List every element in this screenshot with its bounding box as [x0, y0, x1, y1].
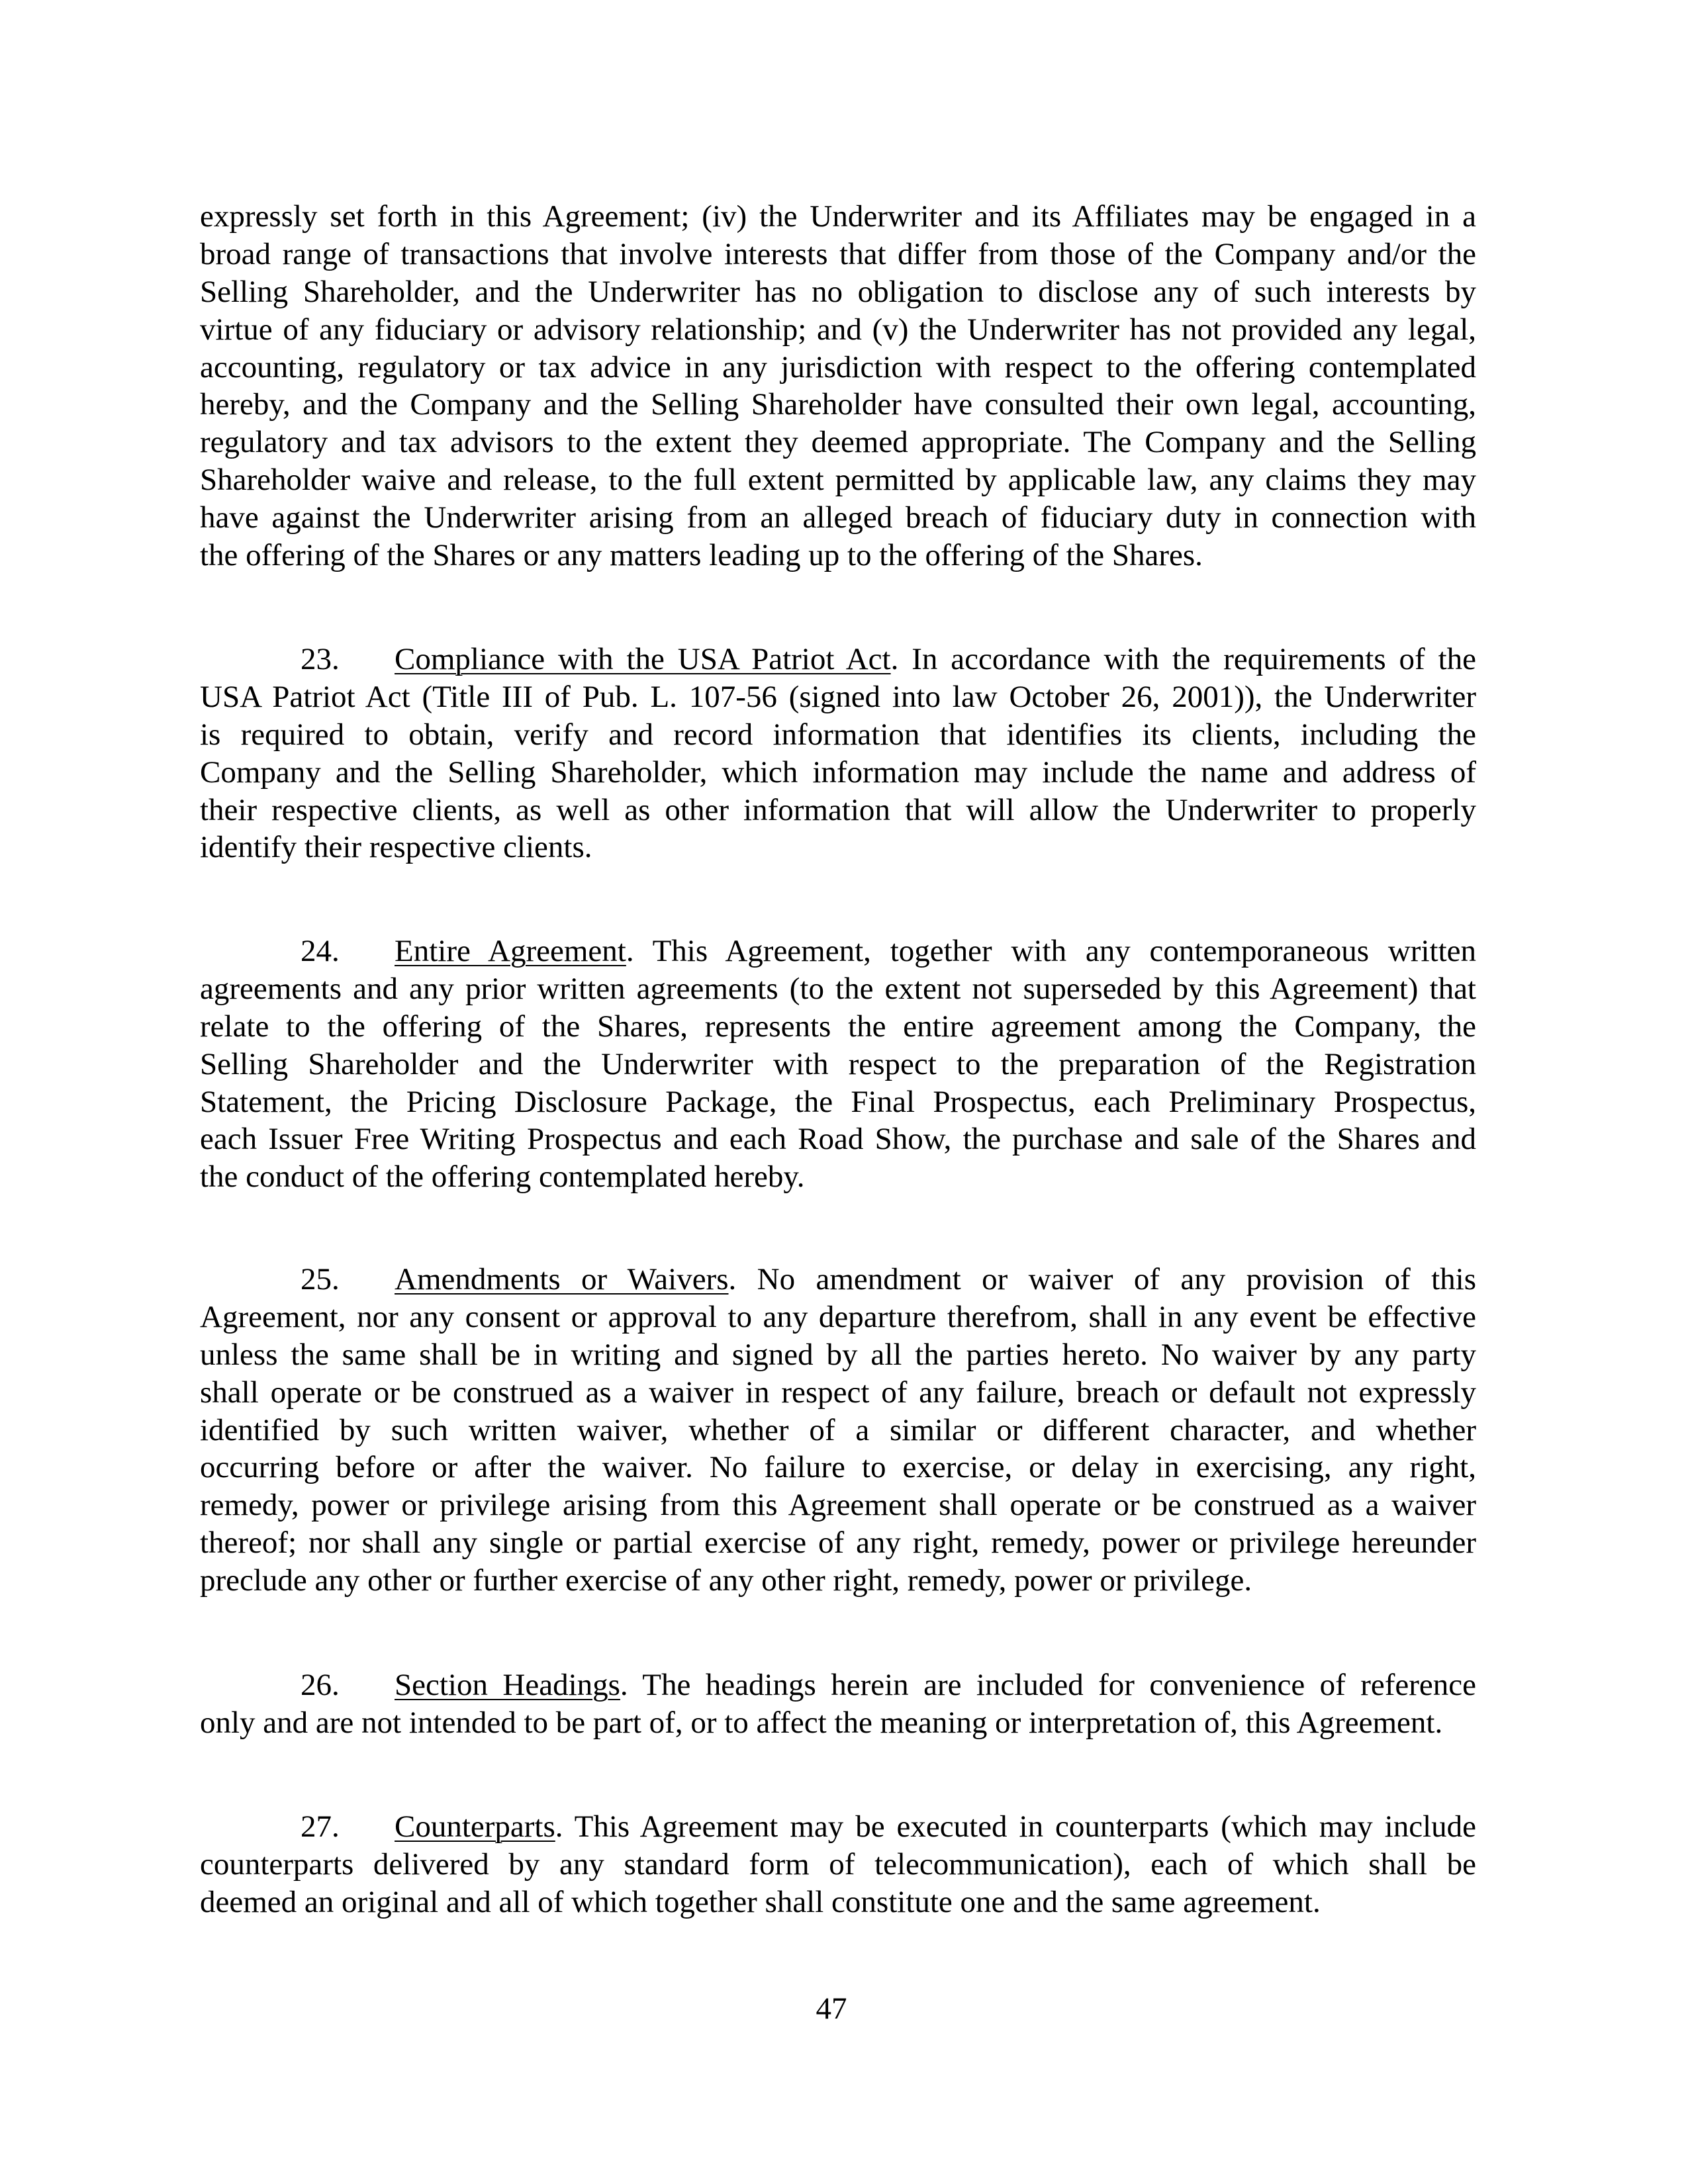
- text-line: their respective clients, as well as other information that will allow the Underwriter to properly: [200, 792, 1476, 827]
- section-number: 27.: [301, 1809, 340, 1844]
- text-line: Selling Shareholder and the Underwriter with respect to the preparation of the Registration: [200, 1046, 1476, 1081]
- text-line: 27. Counterparts. This Agreement may be executed in counterparts (which may include: [200, 1808, 1476, 1846]
- section-heading: Section Headings: [395, 1668, 620, 1702]
- text-line: accounting, regulatory or tax advice in any jurisdiction with respect to the offering contemplated: [200, 349, 1476, 385]
- text-line: shall operate or be construed as a waiver in respect of any failure, breach or default not expressly: [200, 1375, 1476, 1410]
- text-line: hereby, and the Company and the Selling Shareholder have consulted their own legal, accounting,: [200, 387, 1476, 422]
- section-26: [200, 1666, 1476, 1742]
- text-line: Statement, the Pricing Disclosure Package, the Final Prospectus, each Preliminary Prospectus,: [200, 1084, 1476, 1119]
- text-line: 25. Amendments or Waivers. No amendment or waiver of any provision of this: [200, 1261, 1476, 1298]
- text-line: counterparts delivered by any standard form of telecommunication), each of which shall be: [200, 1846, 1476, 1882]
- text-line: each Issuer Free Writing Prospectus and each Road Show, the purchase and sale of the Shares and: [200, 1122, 1476, 1157]
- section-heading: Amendments or Waivers: [395, 1262, 729, 1297]
- text-line: remedy, power or privilege arising from this Agreement shall operate or be construed as a waiver: [200, 1488, 1476, 1523]
- section-24: [200, 933, 1476, 1196]
- section-25: [200, 1261, 1476, 1600]
- text-line: regulatory and tax advisors to the extent they deemed appropriate. The Company and the Selling: [200, 425, 1476, 460]
- text-line: relate to the offering of the Shares, represents the entire agreement among the Company, the: [200, 1009, 1476, 1044]
- text-line: preclude any other or further exercise of any other right, remedy, power or privilege.: [200, 1563, 1252, 1598]
- text-line: Company and the Selling Shareholder, which information may include the name and address of: [200, 754, 1476, 790]
- text-line: thereof; nor shall any single or partial exercise of any right, remedy, power or privilege hereunder: [200, 1525, 1476, 1561]
- paragraph-continued: [200, 198, 1476, 574]
- text-line: the offering of the Shares or any matters leading up to the offering of the Shares.: [200, 538, 1203, 573]
- text-line: expressly set forth in this Agreement; (iv) the Underwriter and its Affiliates may be engaged in a: [200, 199, 1476, 234]
- text-line: virtue of any fiduciary or advisory relationship; and (v) the Underwriter has not provided any legal,: [200, 312, 1476, 347]
- text-line: deemed an original and all of which together shall constitute one and the same agreement.: [200, 1884, 1321, 1919]
- text-line: 24. Entire Agreement. This Agreement, together with any contemporaneous written: [200, 933, 1476, 970]
- section-heading: Compliance with the USA Patriot Act: [395, 642, 891, 676]
- page-number: 47: [816, 1991, 847, 2026]
- text-line: identify their respective clients.: [200, 830, 592, 865]
- section-heading: Counterparts: [395, 1809, 555, 1844]
- text-line: agreements and any prior written agreements (to the extent not superseded by this Agreement) that: [200, 971, 1476, 1006]
- section-number: 25.: [301, 1262, 340, 1297]
- text-line: 26. Section Headings. The headings herein are included for convenience of reference: [200, 1666, 1476, 1704]
- text-line: unless the same shall be in writing and signed by all the parties hereto. No waiver by any party: [200, 1337, 1476, 1372]
- text-line: Agreement, nor any consent or approval to any departure therefrom, shall in any event be effective: [200, 1299, 1476, 1334]
- text-line: Selling Shareholder, and the Underwriter has no obligation to disclose any of such interests by: [200, 274, 1476, 309]
- text-line: Shareholder waive and release, to the full extent permitted by applicable law, any claims they may: [200, 463, 1476, 498]
- text-line: identified by such written waiver, whether of a similar or different character, and whether: [200, 1412, 1476, 1447]
- text-line: have against the Underwriter arising from an alleged breach of fiduciary duty in connection with: [200, 500, 1476, 535]
- text-line: the conduct of the offering contemplated hereby.: [200, 1160, 805, 1195]
- text-line: is required to obtain, verify and record information that identifies its clients, including the: [200, 717, 1476, 752]
- text-line: 23. Compliance with the USA Patriot Act. In accordance with the requirements of the: [200, 641, 1476, 678]
- section-23: [200, 641, 1476, 866]
- section-number: 24.: [301, 934, 340, 968]
- section-27: [200, 1808, 1476, 1921]
- text-line: occurring before or after the waiver. No failure to exercise, or delay in exercising, any right,: [200, 1450, 1476, 1485]
- text-line: only and are not intended to be part of, or to affect the meaning or interpretation of, this Agreement.: [200, 1705, 1443, 1740]
- text-line: USA Patriot Act (Title III of Pub. L. 107-56 (signed into law October 26, 2001)), the Underwriter: [200, 679, 1476, 714]
- section-heading: Entire Agreement: [395, 934, 626, 968]
- text-line: broad range of transactions that involve interests that differ from those of the Company and/or the: [200, 236, 1476, 271]
- section-number: 26.: [301, 1668, 340, 1702]
- section-number: 23.: [301, 642, 340, 676]
